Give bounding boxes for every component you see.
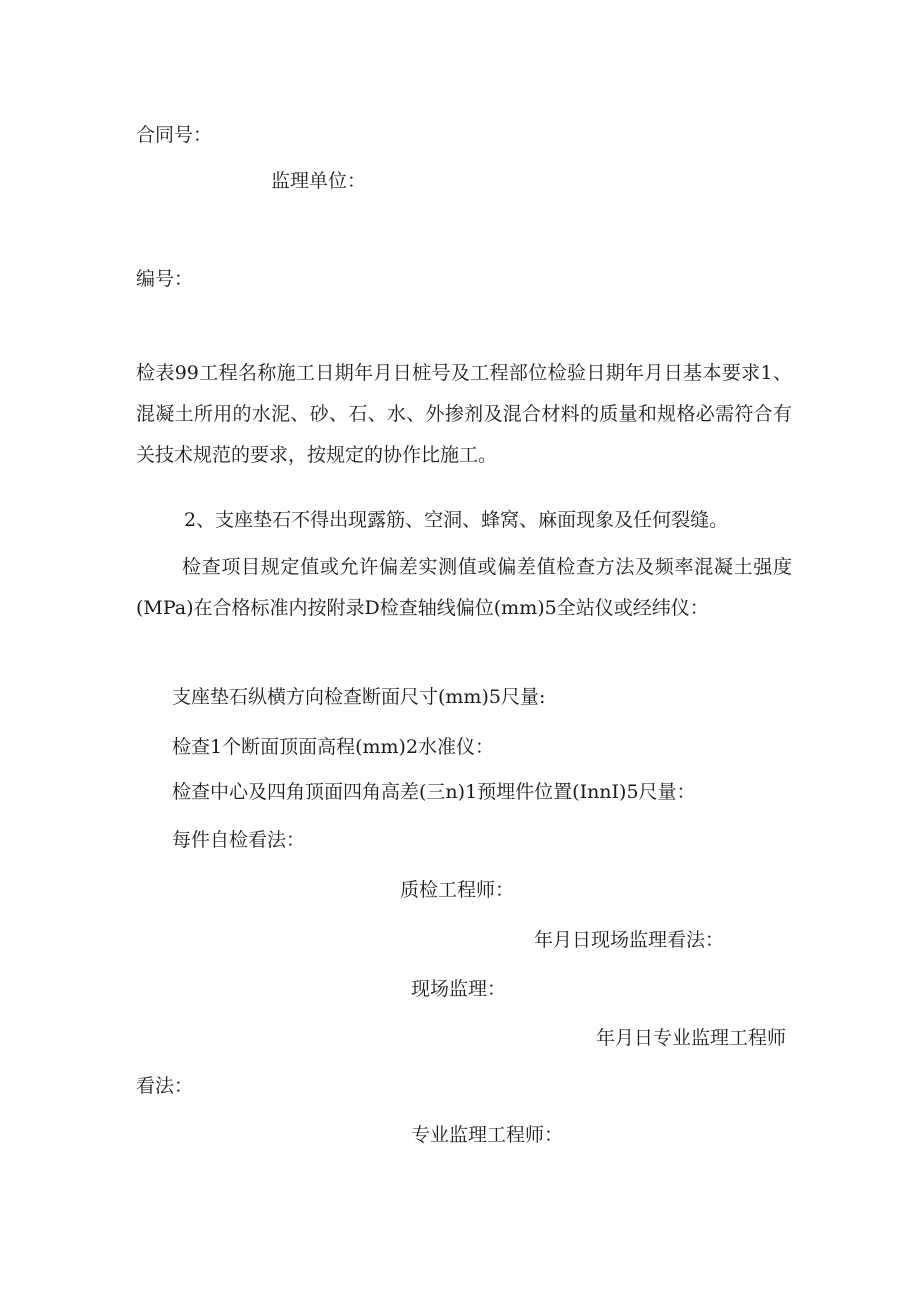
- opinion-label: 看法：: [136, 1075, 194, 1097]
- inspection-item-bearing-pad: 支座垫石纵横方向检查断面尺寸(mm)5尺量:: [172, 686, 546, 708]
- qc-engineer-label: 质检工程师：: [400, 879, 515, 901]
- inspection-items-paragraph: 检查项目规定值或允许偏差实测值或偏差值检查方法及频率混凝土强度(MPa)在合格标准内按附录D检查轴线偏位(mm)5全站仪或经纬仪：: [136, 556, 792, 619]
- requirements-paragraph: 检表99工程名称施工日期年月日桩号及工程部位检验日期年月日基本要求1、混凝土所用的水泥、砂、石、水、外掺剂及混合材料的质量和规格必需符合有关技术规范的要求，按规定的协作比施工。: [136, 362, 792, 466]
- supervision-unit-label: 监理单位：: [271, 170, 367, 192]
- serial-number-label: 编号：: [136, 268, 194, 290]
- specialist-date-label: 年月日专业监理工程师: [595, 1027, 786, 1049]
- specialist-engineer-label: 专业监理工程师：: [411, 1124, 564, 1146]
- requirement-2: 2、支座垫石不得出现露筋、空洞、蜂窝、麻面现象及任何裂缝。: [184, 509, 729, 531]
- inspection-item-height-diff: 检查中心及四角顶面四角高差(三n)1预埋件位置(InnI)5尺量：: [172, 781, 696, 803]
- self-check-opinion-label: 每件自检看法：: [172, 829, 306, 851]
- site-supervisor-label: 现场监理：: [411, 978, 507, 1000]
- contract-number-label: 合同号：: [136, 124, 213, 146]
- site-supervision-opinion-label: 年月日现场监理看法：: [533, 929, 724, 951]
- inspection-item-elevation: 检查1个断面顶面高程(mm)2水准仪：: [172, 736, 495, 758]
